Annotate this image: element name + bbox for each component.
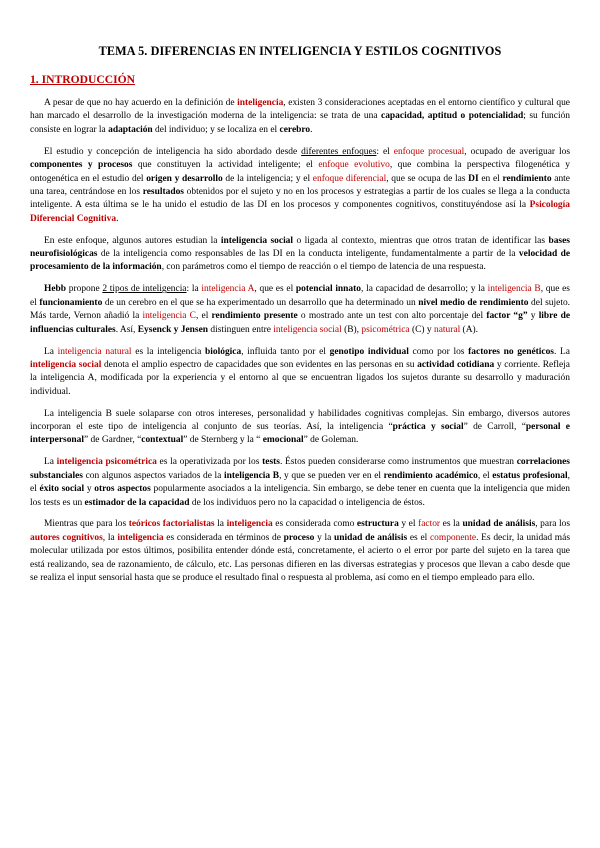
body-text: . [116, 213, 119, 224]
paragraph-definicion [30, 97, 570, 137]
body-text: . Es decir, la unidad más molecular utilizada por estos últimos, posibilita entender dónde está, concretamente, el acierto o el error por parte del sujeto en la tarea que está realizando, sea de razonamiento, de cálculo, etc. Las personas difieren en las diversas estrategias y procesos que llevan a cabo desde que se realiza el input sensorial hasta que se produce el resultado final o respuesta al problema, así como en el tiempo empleado para ello. [30, 532, 570, 584]
emphasis-text: autores cognitivos [30, 532, 103, 543]
emphasis-text: unidad de análisis [334, 532, 408, 543]
body-text: : el [376, 146, 394, 157]
emphasis-text: velocidad de procesamiento de la información [30, 249, 571, 273]
body-text: propone [66, 284, 103, 295]
body-text: como por los [408, 346, 469, 357]
paragraph-factorialistas-cognitivos [30, 518, 570, 585]
body-text: y [527, 311, 539, 322]
body-text: o ligada al contexto, mientras que otros tratan de identificar las [293, 235, 549, 246]
body-text: es el [407, 532, 430, 543]
emphasis-text: natural [433, 324, 461, 335]
emphasis-text: rendimiento presente [211, 311, 298, 322]
paragraph-enfoques [30, 146, 570, 226]
emphasis-text: estructura [356, 519, 399, 530]
emphasis-text: inteligencia C [142, 311, 196, 322]
body-text: , que es el [254, 284, 296, 295]
emphasis-text: potencial innato [295, 284, 362, 295]
emphasis-text: contextual [141, 435, 184, 446]
body-text: que constituyen la actividad inteligente; el [132, 160, 319, 171]
emphasis-text: inteligencia [237, 98, 284, 108]
body-text: , el [477, 470, 493, 481]
body-text: . Éstos pueden considerarse como instrumentos que muestran [279, 457, 517, 468]
body-text: es considerada como [272, 519, 357, 530]
emphasis-text: inteligencia [117, 532, 164, 543]
emphasis-text: Hebb [44, 284, 67, 295]
emphasis-text: práctica y social [392, 422, 464, 433]
emphasis-text: resultados [142, 186, 184, 197]
body-text: (C) y [409, 324, 434, 335]
emphasis-text: nivel medio de rendimiento [418, 297, 529, 308]
body-text: y [84, 484, 95, 495]
body-text: . [310, 124, 313, 135]
emphasis-text: inteligencia psicométrica [56, 457, 157, 468]
body-text: es la inteligencia [131, 346, 206, 357]
body-text: del sujeto. Más tarde, Vernon añadió la [30, 297, 571, 322]
emphasis-text: teóricos factorialistas [128, 519, 215, 530]
body-text: , que es el [30, 284, 570, 308]
body-text: popularmente asociados a la inteligencia. Sin embargo, se debe tener en cuenta que la inteligencia que miden los tests es un [30, 484, 571, 508]
body-text: La [44, 346, 58, 357]
paragraph-hebb [30, 283, 570, 337]
body-text: , la [102, 532, 118, 543]
emphasis-text: inteligencia natural [57, 346, 132, 357]
emphasis-text: inteligencia B [224, 470, 280, 481]
emphasis-text: unidad de análisis [462, 519, 536, 530]
emphasis-text: adaptación [108, 124, 153, 135]
emphasis-text: factor [418, 519, 441, 530]
emphasis-text: éxito social [39, 484, 85, 495]
body-text: es la [440, 519, 463, 530]
emphasis-text: inteligencia [226, 519, 273, 530]
body-text: , influida tanto por el [241, 346, 330, 357]
body-text: ” de Goleman. [303, 435, 359, 446]
body-text: ante una tarea, centrándose en los [30, 173, 570, 197]
emphasis-text: rendimiento académico [383, 470, 478, 481]
body-text: ; su función consiste en lograr la [30, 111, 571, 135]
body-text: , existen 3 consideraciones aceptadas en el entorno científico y cultural que han marcado el desarrollo de la investigación moderna de la inteligencia: se trata de una [30, 98, 570, 122]
body-text: ” de Carroll, “ [463, 422, 526, 433]
body-text: es considerada en términos de [163, 532, 284, 543]
emphasis-text: 2 tipos de inteligencia [102, 284, 187, 295]
body-text: : la [186, 284, 202, 295]
emphasis-text: enfoque diferencial [312, 173, 387, 184]
body-text: con algunos aspectos variados de la [82, 470, 224, 481]
emphasis-text: cerebro [279, 124, 311, 135]
emphasis-text: psicométrica [361, 324, 410, 335]
body-text: ” de Sternberg y la “ [183, 435, 261, 446]
emphasis-text: DI [468, 173, 479, 184]
emphasis-text: diferentes enfoques [301, 146, 377, 157]
emphasis-text: libre de influencias culturales [30, 311, 571, 335]
body-text: (A). [460, 324, 479, 335]
emphasis-text: inteligencia social [220, 235, 294, 246]
body-text: es la operativizada por los [156, 457, 263, 468]
body-text: del individuo; y se localiza en el [152, 124, 280, 135]
body-text: En este enfoque, algunos autores estudian la [44, 235, 221, 246]
body-text: , la capacidad de desarrollo; y la [361, 284, 488, 295]
body-text: Mientras que para los [44, 519, 129, 530]
emphasis-text: enfoque evolutivo [318, 160, 390, 171]
body-text: o mostrado ante un test con alto porcentaje del [297, 311, 487, 322]
emphasis-text: otros aspectos [94, 484, 151, 495]
emphasis-text: factores no genéticos [468, 346, 554, 357]
body-text: denota el amplio espectro de capacidades que son evidentes en las personas en su [101, 359, 418, 370]
body-text: ” de Gardner, “ [84, 435, 142, 446]
emphasis-text: correlaciones substanciales [30, 457, 570, 481]
emphasis-text: bases neurofisiológicas [30, 235, 570, 260]
emphasis-text: genotipo individual [329, 346, 409, 357]
paragraph-enfoque-diferencial [30, 235, 570, 275]
body-text: , ocupado de averiguar los [464, 146, 571, 157]
emphasis-text: emocional [260, 435, 304, 446]
body-text: y corriente. Refleja la inteligencia A, modificada por la experiencia y el entorno al que se encuentran ligados los sujetos durante su desarrollo y maduración individual. [30, 359, 570, 397]
emphasis-text: inteligencia social [273, 324, 342, 335]
body-text: la [214, 519, 227, 530]
body-text: A pesar de que no hay acuerdo en la definición de [44, 98, 238, 108]
body-text: de un cerebro en el que se ha experimentado un desarrollo que ha determinado un [102, 297, 419, 308]
emphasis-text: tests [262, 457, 280, 468]
body-text: , el [195, 311, 212, 322]
paragraph-inteligencia-natural [30, 346, 570, 400]
body-text: La [44, 457, 57, 468]
emphasis-text: personal e interpersonal [30, 422, 570, 446]
body-text: , para los [535, 519, 570, 530]
body-text: obtenidos por el sujeto y no en los procesos y estrategias a partir de los cuales se llega a la conducta inteligente. A esta última se le ha unido el estudio de las DI en los procesos y componentes cognitivos, constituyéndose así la [30, 186, 570, 211]
emphasis-text: Eysenck y Jensen [137, 324, 209, 335]
paragraph-inteligencia-psicometrica [30, 456, 570, 510]
body-text: y la [314, 532, 335, 543]
emphasis-text: inteligencia social [30, 359, 102, 370]
body-text: La inteligencia B suele solaparse con otros intereses, personalidad y habilidades cognitivas complejas. Sin embargo, diversos autores incorporan el este tipo de inteligencia al conjunto de sus teorías. Así, la inteligencia “ [30, 408, 570, 433]
emphasis-text: funcionamiento [39, 297, 103, 308]
emphasis-text: componente [429, 532, 477, 543]
body-text: de la inteligencia; y el [222, 173, 313, 184]
emphasis-text: capacidad, aptitud o potencialidad [381, 111, 524, 122]
body-text: y el [398, 519, 419, 530]
emphasis-text: estatus profesional [492, 470, 568, 481]
body-text: , y que se pueden ver en el [279, 470, 384, 481]
section-heading-introduccion: 1. INTRODUCCIÓN [30, 73, 135, 86]
body-text: , con parámetros como el tiempo de reacción o el tiempo de latencia de una respuesta. [161, 262, 486, 273]
emphasis-text: estimador de la capacidad [84, 497, 190, 508]
body-text: , el [30, 470, 570, 495]
body-text: (B), [341, 324, 362, 335]
emphasis-text: inteligencia B [487, 284, 541, 295]
body-text: , que se ocupa de las [386, 173, 469, 184]
emphasis-text: inteligencia A [201, 284, 255, 295]
body-text: en el [478, 173, 503, 184]
body-text: . La [553, 346, 570, 357]
emphasis-text: biológica [205, 346, 242, 357]
emphasis-text: componentes y procesos [30, 160, 133, 171]
emphasis-text: rendimiento [502, 173, 552, 184]
body-text: distinguen entre [208, 324, 274, 335]
emphasis-text: proceso [283, 532, 315, 543]
emphasis-text: actividad cotidiana [417, 359, 495, 370]
emphasis-text: Psicología Diferencial Cognitiva [30, 200, 570, 224]
body-text: , que combina la perspectiva filogenética y ontogenética en el estudio del [30, 160, 570, 184]
document-title: TEMA 5. DIFERENCIAS EN INTELIGENCIA Y ESTILOS COGNITIVOS [98, 44, 502, 58]
paragraph-inteligencia-b [30, 408, 570, 448]
emphasis-text: origen y desarrollo [146, 173, 223, 184]
body-text: . Así, [115, 324, 138, 335]
body-text: de los individuos pero no la capacidad o inteligencia de éstos. [189, 497, 425, 508]
body-text: El estudio y concepción de inteligencia ha sido abordado desde [44, 146, 302, 157]
emphasis-text: enfoque procesual [393, 146, 465, 157]
emphasis-text: factor “g” [486, 311, 528, 322]
body-text: de la inteligencia como responsables de las DI en la conducta inteligente, fundamentalmente a partir de la [97, 249, 519, 260]
